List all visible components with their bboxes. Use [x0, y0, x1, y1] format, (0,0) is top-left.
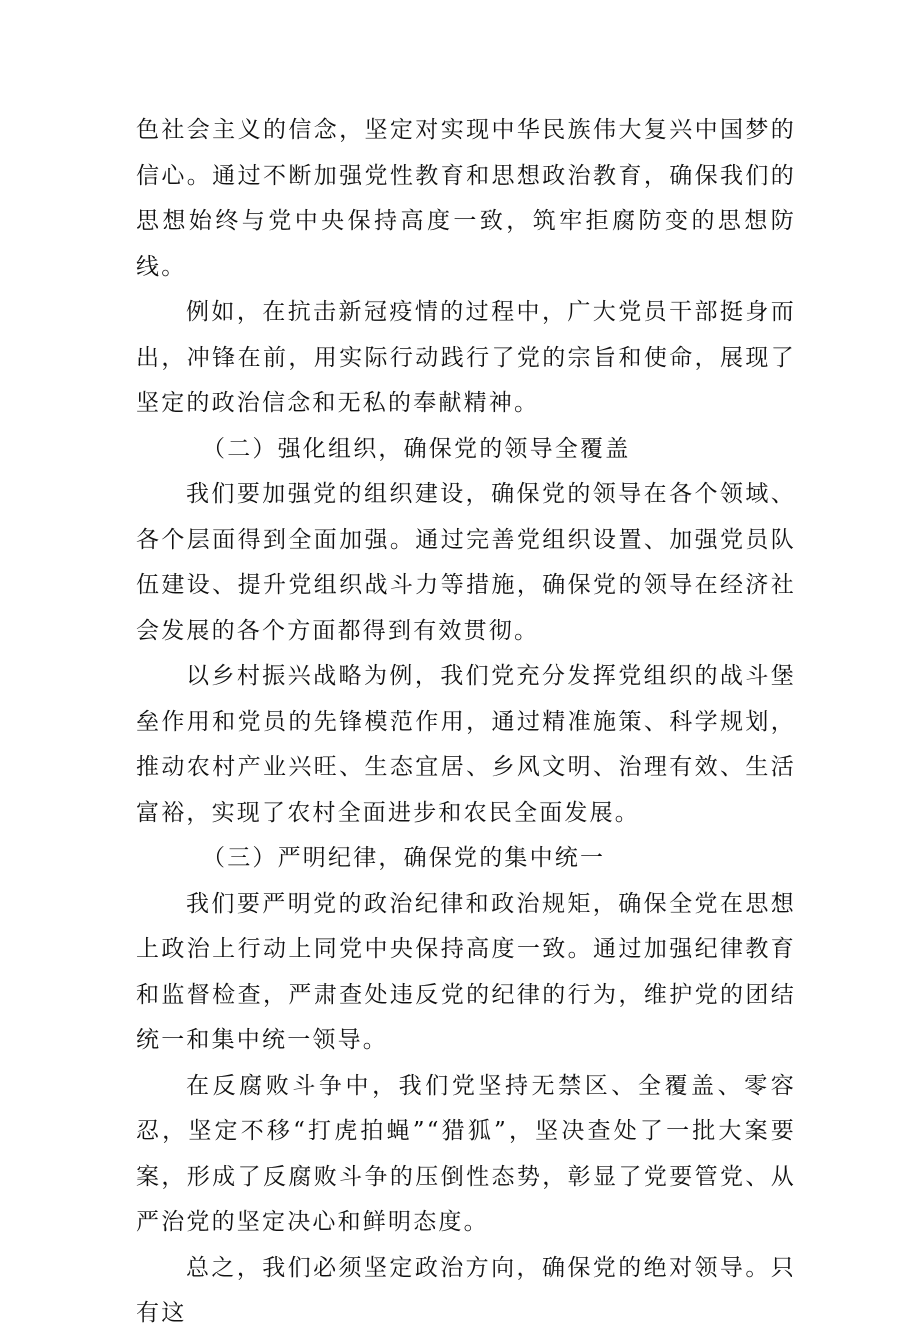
section-heading-organization: （二）强化组织，确保党的领导全覆盖 [202, 435, 631, 462]
paragraph-pandemic-example: 例如，在抗击新冠疫情的过程中，广大党员干部挺身而出，冲锋在前，用实际行动践行了党的宗旨和使命，展现了坚定的政治信念和无私的奉献精神。 [136, 299, 796, 416]
section-heading-discipline: （三）严明纪律，确保党的集中统一 [202, 845, 606, 871]
paragraph-conclusion: 总之，我们必须坚定政治方向，确保党的绝对领导。只有这 [136, 1254, 796, 1326]
paragraph-political-discipline: 我们要严明党的政治纪律和政治规矩，确保全党在思想上政治上行动上同党中央保持高度一致。通过加强纪律教育和监督检查，严肃查处违反党的纪律的行为，维护党的团结统一和集中统一领导。 [136, 890, 796, 1053]
document-body [136, 108, 796, 1337]
paragraph-rural-revitalization: 以乡村振兴战略为例，我们党充分发挥党组织的战斗堡垒作用和党员的先锋模范作用，通过精准施策、科学规划，推动农村产业兴旺、生态宜居、乡风文明、治理有效、生活富裕，实现了农村全面进步和农民全面发展。 [136, 663, 796, 826]
paragraph-anti-corruption: 在反腐败斗争中，我们党坚持无禁区、全覆盖、零容忍，坚定不移“打虎拍蝇”“猎狐”，坚决查处了一批大案要案，形成了反腐败斗争的压倒性态势，彰显了党要管党、从严治党的坚定决心和鲜明态度。 [136, 1072, 796, 1235]
paragraph-ideal-belief: 色社会主义的信念，坚定对实现中华民族伟大复兴中国梦的信心。通过不断加强党性教育和思想政治教育，确保我们的思想始终与党中央保持高度一致，筑牢拒腐防变的思想防线。 [136, 117, 796, 280]
paragraph-organization-building: 我们要加强党的组织建设，确保党的领导在各个领域、各个层面得到全面加强。通过完善党组织设置、加强党员队伍建设、提升党组织战斗力等措施，确保党的领导在经济社会发展的各个方面都得到有效贯彻。 [136, 481, 796, 644]
